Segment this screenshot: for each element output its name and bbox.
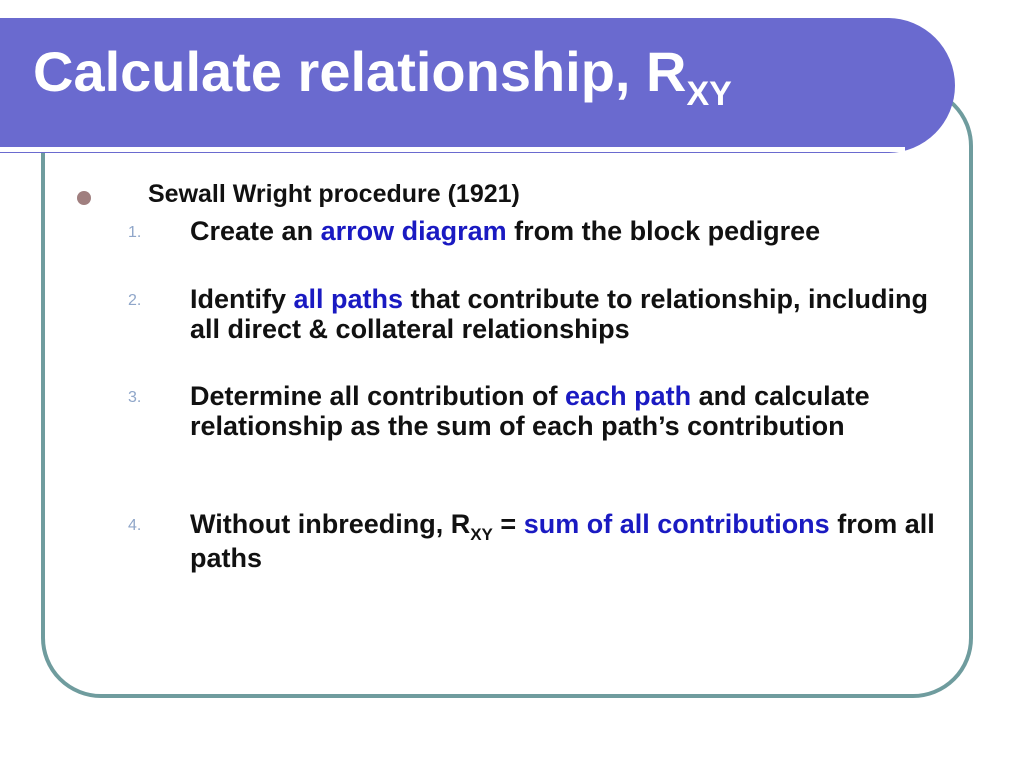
- item-highlight: all paths: [293, 284, 404, 314]
- item-highlight: arrow diagram: [320, 216, 507, 246]
- item-text: [190, 284, 950, 344]
- item-number: 4.: [128, 517, 142, 534]
- title-main: Calculate relationship, R: [33, 40, 687, 103]
- item-text-post: from the block pedigree: [506, 216, 821, 246]
- title-underline: [0, 147, 905, 152]
- item-text-post: that contribute to relationship, including all direct & collateral relationships: [190, 284, 929, 344]
- item-text-pre: Identify: [190, 284, 294, 314]
- item-text-post: from all paths: [190, 509, 935, 573]
- item-highlight: sum of all contributions: [523, 509, 830, 539]
- item-highlight: each path: [565, 381, 692, 411]
- item-subscript: XY: [470, 525, 493, 544]
- item-text-pre: Create an: [190, 216, 321, 246]
- item-text-post: and calculate relationship as the sum of each path’s contribution: [190, 381, 870, 441]
- item-text: [190, 216, 950, 246]
- item-text-pre: Determine all contribution of: [190, 381, 566, 411]
- item-number: 3.: [128, 389, 142, 406]
- item-text-mid: =: [492, 509, 524, 539]
- item-number: 2.: [128, 292, 142, 309]
- item-text-pre: Without inbreeding, R: [190, 509, 471, 539]
- bullet-icon: [77, 191, 91, 205]
- item-number: 1.: [128, 224, 142, 241]
- item-text: [190, 381, 950, 441]
- item-text: [190, 509, 950, 573]
- lead-bullet-text: Sewall Wright procedure (1921): [148, 180, 520, 208]
- title-subscript: XY: [686, 75, 732, 113]
- slide-title: [33, 40, 732, 113]
